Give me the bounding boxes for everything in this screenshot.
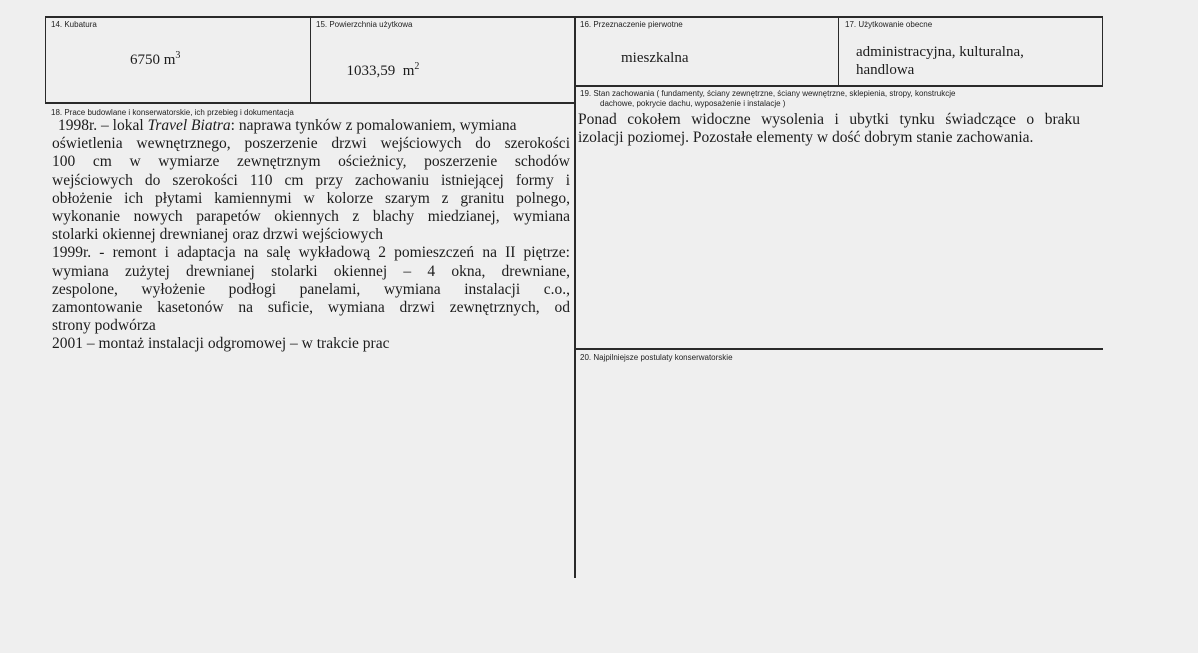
field-14-label: 14. Kubatura: [51, 20, 97, 29]
divider-14-15: [310, 16, 311, 104]
field-18-line-1-prefix: 1998r. – lokal: [58, 117, 148, 134]
field-18-line-12: strony podwórza: [52, 317, 156, 335]
field-19-label-line2: dachowe, pokrycie dachu, wyposażenie i instalacje ): [600, 99, 786, 108]
field-19-line-2: izolacji poziomej. Pozostałe elementy w dość dobrym stanie zachowania.: [578, 129, 1034, 147]
left-border: [45, 16, 46, 104]
field-18-line-13: 2001 – montaż instalacji odgromowej – w trakcie prac: [52, 335, 390, 353]
row1-bottom-rule-right: [575, 85, 1103, 87]
field-15-label: 15. Powierzchnia użytkowa: [316, 20, 413, 29]
section-20-top-rule: [575, 348, 1103, 350]
field-18-line-4: wejściowych do szerokości 110 cm przy zachowaniu istniejącej formy i: [52, 171, 570, 189]
field-18-line-10: zespolone, wyłożenie podłogi panelami, wymiana instalacji c.o.,: [52, 280, 570, 298]
field-14-unit-exponent: 3: [175, 50, 181, 61]
field-19-label-line1: 19. Stan zachowania ( fundamenty, ściany zewnętrzne, ściany wewnętrzne, sklepienia, stropy, konstrukcje: [580, 89, 956, 98]
field-17-value-line1: administracyjna, kulturalna,: [856, 44, 1024, 60]
field-19-text: [578, 111, 1080, 147]
field-19-line-1: Ponad cokołem widoczne wysolenia i ubytki tynku świadczące o braku: [578, 111, 1080, 128]
field-17-label: 17. Użytkowanie obecne: [845, 20, 933, 29]
field-18-text: [52, 117, 570, 354]
field-15-value-text: 1033,59 m: [346, 63, 415, 79]
field-18-line-9: wymiana zużytej drewnianej stolarki okiennej – 4 okna, drewniane,: [52, 262, 570, 280]
field-18-line-3: 100 cm w wymiarze zewnętrznym ościeżnicy, poszerzenie schodów: [52, 153, 570, 171]
field-15-unit-exponent: 2: [414, 61, 420, 72]
field-18-line-2: oświetlenia wewnętrznego, poszerzenie drzwi wejściowych do szerokości: [52, 135, 570, 153]
field-18-line-7: stolarki okiennej drewnianej oraz drzwi wejściowych: [52, 226, 383, 244]
field-15-value: [339, 44, 419, 80]
field-18-line-1-italic: Travel Biatra: [147, 117, 231, 134]
field-14-value: [130, 51, 180, 69]
field-20-label: 20. Najpilniejsze postulaty konserwatorskie: [580, 353, 733, 362]
field-18-line-6: wykonanie nowych parapetów okiennych z blachy miedzianej, wymiana: [52, 208, 570, 226]
center-divider: [574, 16, 576, 578]
field-17-value-line2: handlowa: [856, 62, 915, 78]
divider-16-17: [838, 16, 839, 86]
field-14-value-text: 6750 m: [130, 52, 176, 68]
field-18-label: 18. Prace budowlane i konserwatorskie, ich przebieg i dokumentacja: [51, 108, 294, 117]
field-18-line-8: 1999r. - remont i adaptacja na salę wykładową 2 pomieszczeń na II piętrze:: [52, 244, 570, 262]
field-18-line-1-suffix: : naprawa tynków z pomalowaniem, wymiana: [230, 117, 517, 134]
field-16-label: 16. Przeznaczenie pierwotne: [580, 20, 683, 29]
field-18-line-5: obłożenie ich płytami kamiennymi w kolorze szarym z granitu polnego,: [52, 189, 570, 207]
field-18-line-1: [52, 117, 570, 135]
field-18-line-11: zamontowanie kasetonów na suficie, wymiana drzwi zewnętrznych, od: [52, 299, 570, 317]
field-16-value: mieszkalna: [621, 50, 689, 66]
right-border: [1102, 16, 1103, 86]
